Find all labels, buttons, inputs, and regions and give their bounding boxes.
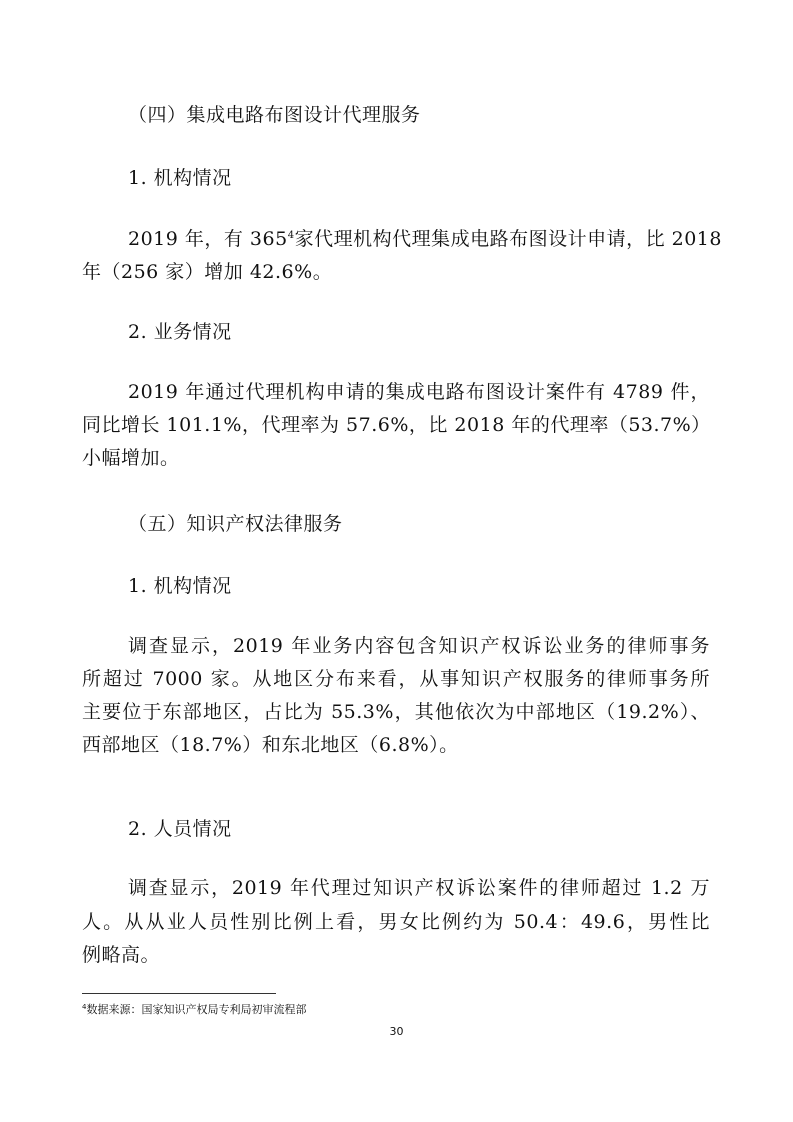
text-span: 家代理机构代理集成电路布图设计申请，比 2018 — [294, 228, 722, 250]
paragraph-line: 2019 年通过代理机构申请的集成电路布图设计案件有 4789 件， — [128, 381, 710, 403]
footnote-marker: 4 — [82, 1003, 87, 1011]
section-heading-5: （五）知识产权法律服务 — [128, 513, 343, 535]
paragraph-line: 所超过 7000 家。从地区分布来看，从事知识产权服务的律师事务所 — [82, 668, 710, 690]
paragraph-line: 人。从从业人员性别比例上看，男女比例约为 50.4：49.6，男性比 — [82, 911, 710, 933]
footnote-separator — [82, 993, 276, 994]
paragraph-line: 小幅增加。 — [82, 447, 180, 469]
paragraph-line — [128, 227, 722, 251]
footnote — [82, 1003, 306, 1017]
paragraph-line: 西部地区（18.7%）和东北地区（6.8%）。 — [82, 734, 459, 756]
subsection-heading-business-status: 2. 业务情况 — [128, 321, 232, 343]
paragraph-line: 主要位于东部地区，占比为 55.3%，其他依次为中部地区（19.2%）、 — [82, 701, 710, 723]
text-span: 2019 年，有 365 — [128, 228, 288, 250]
subsection-heading-agency-status: 1. 机构情况 — [128, 575, 232, 597]
footnote-reference[interactable]: 4 — [287, 230, 295, 241]
paragraph-line: 年（256 家）增加 42.6%。 — [82, 261, 333, 283]
footnote-text: 数据来源：国家知识产权局专利局初审流程部 — [86, 1003, 307, 1016]
subsection-heading-staff-status: 2. 人员情况 — [128, 818, 232, 840]
paragraph-line: 调查显示，2019 年业务内容包含知识产权诉讼业务的律师事务 — [128, 635, 710, 657]
page-number: 30 — [389, 1025, 404, 1038]
section-heading-4: （四）集成电路布图设计代理服务 — [128, 104, 421, 126]
paragraph-line: 调查显示，2019 年代理过知识产权诉讼案件的律师超过 1.2 万 — [128, 877, 710, 899]
paragraph-line: 例略高。 — [82, 944, 161, 966]
paragraph-line: 同比增长 101.1%，代理率为 57.6%，比 2018 年的代理率（53.7%） — [82, 414, 711, 436]
subsection-heading-agency-status: 1. 机构情况 — [128, 167, 232, 189]
